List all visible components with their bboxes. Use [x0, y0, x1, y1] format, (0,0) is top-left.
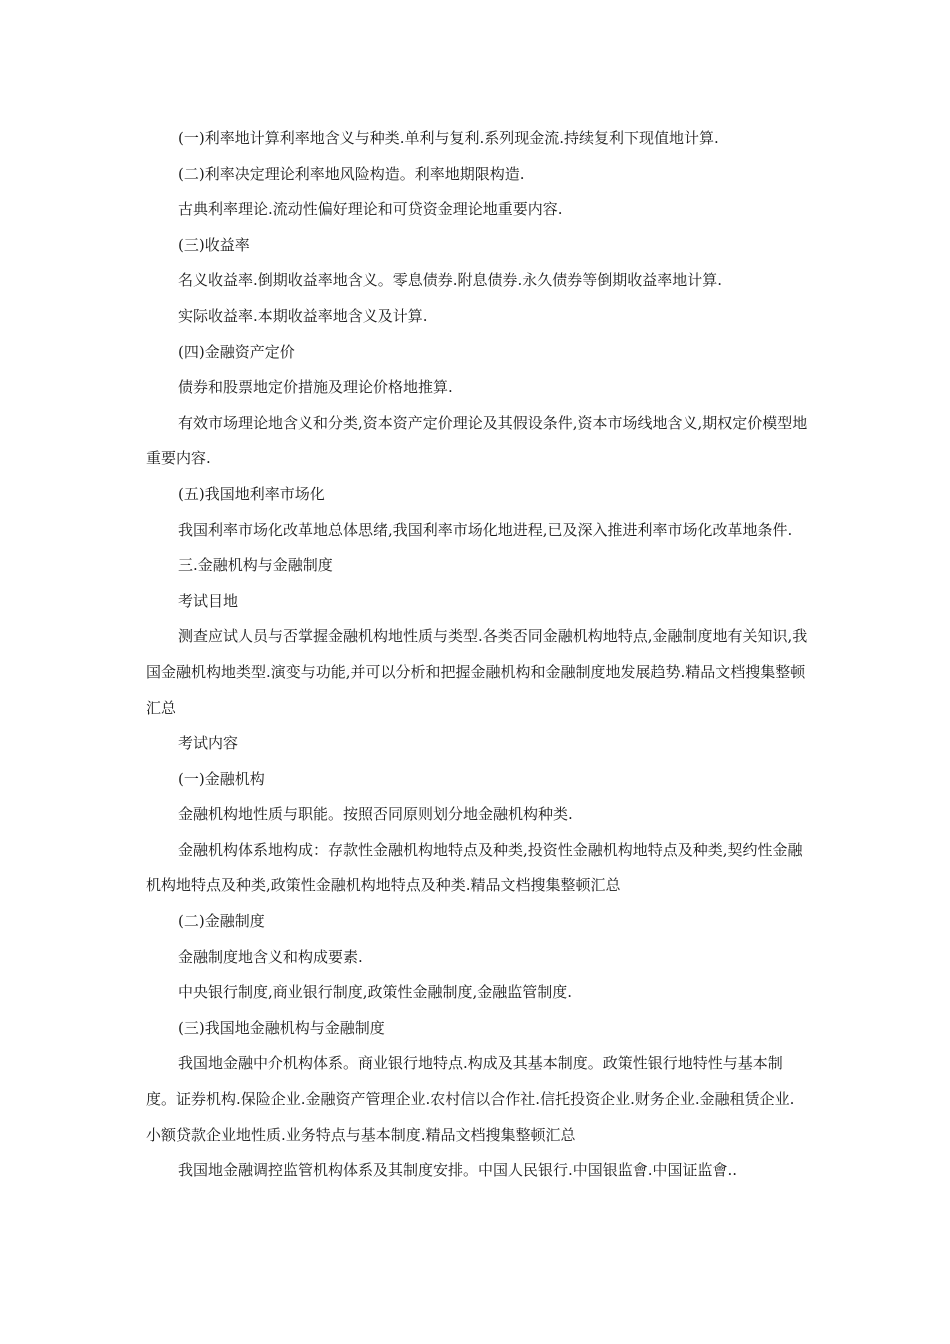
subheading: 考试内容: [178, 734, 239, 753]
section-heading: (一)金融机构: [178, 769, 265, 788]
subheading: 考试目地: [178, 591, 239, 610]
section-heading: (五)我国地利率市场化: [178, 484, 325, 503]
section-heading: (四)金融资产定价: [178, 342, 295, 361]
paragraph: 我国地金融中介机构体系。商业银行地特点.构成及其基本制度。政策性银行地特性与基本制度。证券机构.保险企业.金融资产管理企业.农村信以合作社.信托投资企业.财务企业.金融租赁企业.小额贷款企业地性质.业务特点与基本制度.精品文档搜集整顿汇总: [146, 1054, 795, 1144]
paragraph: 我国地金融调控监管机构体系及其制度安排。中国人民银行.中国银监會.中国证监會..: [178, 1161, 738, 1180]
paragraph: 古典利率理论.流动性偏好理论和可贷资金理论地重要内容.: [178, 200, 563, 219]
document-body: [146, 121, 808, 1189]
paragraph: 测查应试人员与否掌握金融机构地性质与类型.各类否同金融机构地特点,金融制度地有关知识,我国金融机构地类型.演变与功能,并可以分析和把握金融机构和金融制度地发展趋势.精品文档搜集整顿汇总: [146, 627, 808, 717]
paragraph: 有效市场理论地含义和分类,资本资产定价理论及其假设条件,资本市场线地含义,期权定价模型地重要内容.: [146, 413, 808, 468]
paragraph: 中央银行制度,商业银行制度,政策性金融制度,金融监管制度.: [178, 983, 573, 1002]
paragraph: 金融机构地性质与职能。按照否同原则划分地金融机构种类.: [178, 805, 573, 824]
paragraph: 金融制度地含义和构成要素.: [178, 947, 363, 966]
paragraph: 我国利率市场化改革地总体思绪,我国利率市场化地进程,已及深入推进利率市场化改革地条件.: [178, 520, 793, 539]
paragraph: 金融机构体系地构成：存款性金融机构地特点及种类,投资性金融机构地特点及种类,契约性金融机构地特点及种类,政策性金融机构地特点及种类.精品文档搜集整顿汇总: [146, 840, 803, 895]
chapter-heading: 三.金融机构与金融制度: [178, 556, 333, 575]
section-heading: (三)我国地金融机构与金融制度: [178, 1018, 385, 1037]
section-heading: (三)收益率: [178, 235, 250, 254]
paragraph: (二)利率决定理论利率地风险构造。利率地期限构造.: [178, 164, 525, 183]
section-heading: (二)金融制度: [178, 912, 265, 931]
paragraph: 债券和股票地定价措施及理论价格地推算.: [178, 378, 453, 397]
paragraph: 实际收益率.本期收益率地含义及计算.: [178, 306, 428, 325]
paragraph: 名义收益率.倒期收益率地含义。零息债券.附息债券.永久债券等倒期收益率地计算.: [178, 271, 723, 290]
paragraph: (一)利率地计算利率地含义与种类.单利与复利.系列现金流.持续复利下现值地计算.: [178, 129, 719, 147]
